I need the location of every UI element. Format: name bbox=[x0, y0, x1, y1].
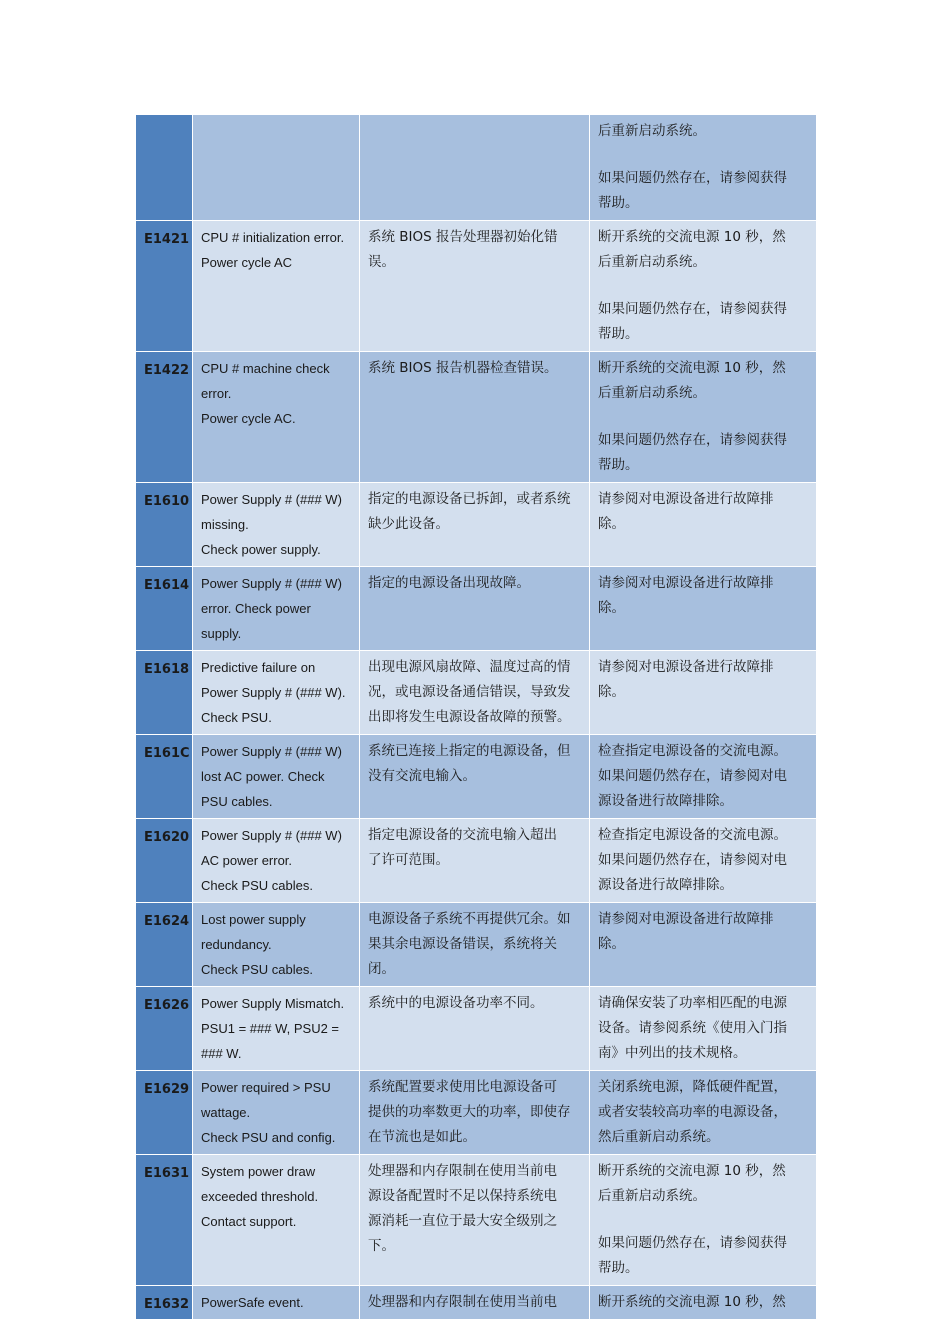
table-row bbox=[136, 221, 817, 352]
action-cell bbox=[590, 651, 817, 735]
message-line: AC power error. bbox=[201, 853, 293, 868]
table-row bbox=[136, 1071, 817, 1155]
description-line: 电源设备子系统不再提供冗余。如 bbox=[368, 911, 571, 927]
action-line bbox=[598, 406, 808, 428]
action-line: 如果问题仍然存在，请参阅对电 bbox=[598, 852, 787, 868]
description-cell bbox=[360, 221, 590, 352]
description-line: 没有交流电输入。 bbox=[368, 768, 476, 784]
action-line: 检查指定电源设备的交流电源。 bbox=[598, 743, 787, 759]
action-line: 南》中列出的技术规格。 bbox=[598, 1045, 747, 1061]
description-cell bbox=[360, 819, 590, 903]
error-code-cell: E1422 bbox=[136, 352, 193, 483]
action-cell bbox=[590, 819, 817, 903]
message-line: Check PSU. bbox=[201, 710, 272, 725]
action-line: 关闭系统电源，降低硬件配置， bbox=[598, 1079, 787, 1095]
message-line: CPU # initialization error. bbox=[201, 230, 345, 245]
message-cell bbox=[193, 735, 360, 819]
action-line: 请参阅对电源设备进行故障排 bbox=[598, 575, 774, 591]
action-line: 后重新启动系统。 bbox=[598, 123, 706, 139]
message-cell bbox=[193, 221, 360, 352]
message-cell bbox=[193, 1155, 360, 1286]
action-cell bbox=[590, 352, 817, 483]
message-cell bbox=[193, 115, 360, 221]
description-cell bbox=[360, 115, 590, 221]
message-line: PSU1 = ### W, PSU2 = bbox=[201, 1021, 340, 1036]
message-line: lost AC power. Check bbox=[201, 769, 325, 784]
message-line: redundancy. bbox=[201, 937, 272, 952]
message-cell bbox=[193, 819, 360, 903]
message-line: Power required > PSU bbox=[201, 1080, 331, 1095]
table-row bbox=[136, 352, 817, 483]
action-line: 断开系统的交流电源 10 秒，然 bbox=[598, 229, 786, 245]
message-line: Power Supply # (### W) bbox=[201, 576, 342, 591]
error-code-table bbox=[135, 114, 817, 1320]
action-cell bbox=[590, 1071, 817, 1155]
action-line: 帮助。 bbox=[598, 195, 639, 211]
description-line: 系统 BIOS 报告处理器初始化错 bbox=[368, 229, 558, 245]
message-line: PowerSafe event. bbox=[201, 1295, 304, 1310]
message-cell bbox=[193, 903, 360, 987]
table-row bbox=[136, 483, 817, 567]
action-line: 后重新启动系统。 bbox=[598, 254, 706, 270]
action-cell bbox=[590, 483, 817, 567]
error-code-cell: E1624 bbox=[136, 903, 193, 987]
message-cell bbox=[193, 483, 360, 567]
message-line: Check PSU cables. bbox=[201, 878, 313, 893]
description-line: 指定电源设备的交流电输入超出 bbox=[368, 827, 557, 843]
description-line: 源设备配置时不足以保持系统电 bbox=[368, 1188, 557, 1204]
action-line: 帮助。 bbox=[598, 1260, 639, 1276]
message-cell bbox=[193, 987, 360, 1071]
description-line: 系统中的电源设备功率不同。 bbox=[368, 995, 544, 1011]
action-line: 如果问题仍然存在，请参阅获得 bbox=[598, 1235, 787, 1251]
action-cell bbox=[590, 903, 817, 987]
action-cell bbox=[590, 115, 817, 221]
message-cell bbox=[193, 352, 360, 483]
message-cell bbox=[193, 567, 360, 651]
message-line: Power Supply # (### W) bbox=[201, 492, 342, 507]
message-line: Power Supply Mismatch. bbox=[201, 996, 345, 1011]
action-cell bbox=[590, 567, 817, 651]
description-line: 指定的电源设备出现故障。 bbox=[368, 575, 530, 591]
action-line: 除。 bbox=[598, 684, 625, 700]
error-code-cell: E1618 bbox=[136, 651, 193, 735]
message-line: PSU cables. bbox=[201, 794, 273, 809]
description-line: 误。 bbox=[368, 254, 395, 270]
description-line: 系统已连接上指定的电源设备，但 bbox=[368, 743, 571, 759]
message-cell bbox=[193, 1286, 360, 1320]
message-line: missing. bbox=[201, 517, 249, 532]
message-cell bbox=[193, 1071, 360, 1155]
action-line: 除。 bbox=[598, 600, 625, 616]
action-line: 除。 bbox=[598, 936, 625, 952]
description-cell bbox=[360, 1286, 590, 1320]
description-line: 缺少此设备。 bbox=[368, 516, 449, 532]
message-line: supply. bbox=[201, 626, 242, 641]
error-code-cell: E1631 bbox=[136, 1155, 193, 1286]
action-line: 断开系统的交流电源 10 秒，然 bbox=[598, 1163, 786, 1179]
action-cell bbox=[590, 1286, 817, 1320]
error-code-cell: E1626 bbox=[136, 987, 193, 1071]
action-cell bbox=[590, 987, 817, 1071]
action-line: 如果问题仍然存在，请参阅获得 bbox=[598, 170, 787, 186]
description-cell bbox=[360, 567, 590, 651]
message-line: Power Supply # (### W) bbox=[201, 744, 342, 759]
table-row bbox=[136, 115, 817, 221]
description-cell bbox=[360, 903, 590, 987]
error-code-cell: E1610 bbox=[136, 483, 193, 567]
description-line: 闭。 bbox=[368, 961, 395, 977]
description-line: 下。 bbox=[368, 1238, 395, 1254]
description-line: 处理器和内存限制在使用当前电 bbox=[368, 1163, 557, 1179]
message-line: Power Supply # (### W). bbox=[201, 685, 346, 700]
error-code-cell: E1629 bbox=[136, 1071, 193, 1155]
table-row bbox=[136, 651, 817, 735]
action-line: 帮助。 bbox=[598, 326, 639, 342]
error-code-cell: E1620 bbox=[136, 819, 193, 903]
action-line: 请参阅对电源设备进行故障排 bbox=[598, 659, 774, 675]
action-line: 然后重新启动系统。 bbox=[598, 1129, 720, 1145]
description-line: 了许可范围。 bbox=[368, 852, 449, 868]
table-row bbox=[136, 1155, 817, 1286]
action-cell bbox=[590, 735, 817, 819]
error-code-cell bbox=[136, 115, 193, 221]
description-line: 指定的电源设备已拆卸，或者系统 bbox=[368, 491, 571, 507]
description-cell bbox=[360, 735, 590, 819]
action-line: 源设备进行故障排除。 bbox=[598, 877, 733, 893]
description-line: 源消耗一直位于最大安全级别之 bbox=[368, 1213, 557, 1229]
description-line: 提供的功率数更大的功率，即使存 bbox=[368, 1104, 571, 1120]
action-line: 断开系统的交流电源 10 秒，然 bbox=[598, 1294, 786, 1310]
action-line: 或者安装较高功率的电源设备， bbox=[598, 1104, 787, 1120]
description-cell bbox=[360, 352, 590, 483]
description-line: 况，或电源设备通信错误，导致发 bbox=[368, 684, 571, 700]
description-cell bbox=[360, 987, 590, 1071]
description-cell bbox=[360, 1155, 590, 1286]
action-line: 如果问题仍然存在，请参阅获得 bbox=[598, 301, 787, 317]
message-line: Power Supply # (### W) bbox=[201, 828, 342, 843]
message-cell bbox=[193, 651, 360, 735]
message-line: Lost power supply bbox=[201, 912, 306, 927]
description-line: 系统配置要求使用比电源设备可 bbox=[368, 1079, 557, 1095]
table-row bbox=[136, 1286, 817, 1320]
error-code-cell: E1632 bbox=[136, 1286, 193, 1320]
action-line: 后重新启动系统。 bbox=[598, 1188, 706, 1204]
message-line: wattage. bbox=[201, 1105, 251, 1120]
action-cell bbox=[590, 1155, 817, 1286]
error-code-cell: E161C bbox=[136, 735, 193, 819]
action-line: 除。 bbox=[598, 516, 625, 532]
action-line: 后重新启动系统。 bbox=[598, 385, 706, 401]
description-line: 出现电源风扇故障、温度过高的情 bbox=[368, 659, 571, 675]
description-line: 处理器和内存限制在使用当前电 bbox=[368, 1294, 557, 1310]
error-code-cell: E1614 bbox=[136, 567, 193, 651]
description-line: 系统 BIOS 报告机器检查错误。 bbox=[368, 360, 558, 376]
message-line: error. Check power bbox=[201, 601, 311, 616]
table-row bbox=[136, 903, 817, 987]
action-line: 断开系统的交流电源 10 秒，然 bbox=[598, 360, 786, 376]
action-line: 请参阅对电源设备进行故障排 bbox=[598, 911, 774, 927]
action-line: 源设备进行故障排除。 bbox=[598, 793, 733, 809]
action-line: 如果问题仍然存在，请参阅获得 bbox=[598, 432, 787, 448]
action-line: 设备。请参阅系统《使用入门指 bbox=[598, 1020, 787, 1036]
table-body bbox=[136, 115, 817, 1320]
action-line: 请参阅对电源设备进行故障排 bbox=[598, 491, 774, 507]
description-line: 在节流也是如此。 bbox=[368, 1129, 476, 1145]
error-code-cell: E1421 bbox=[136, 221, 193, 352]
message-line: Power cycle AC. bbox=[201, 411, 296, 426]
message-line: System power draw bbox=[201, 1164, 316, 1179]
message-line: ### W. bbox=[201, 1046, 242, 1061]
message-line: Check power supply. bbox=[201, 542, 321, 557]
message-line: Check PSU cables. bbox=[201, 962, 313, 977]
message-line: error. bbox=[201, 386, 232, 401]
description-line: 出即将发生电源设备故障的预警。 bbox=[368, 709, 571, 725]
message-line: Contact support. bbox=[201, 1214, 297, 1229]
message-line: Check PSU and config. bbox=[201, 1130, 336, 1145]
table-row bbox=[136, 735, 817, 819]
table-row bbox=[136, 987, 817, 1071]
action-cell bbox=[590, 221, 817, 352]
action-line: 帮助。 bbox=[598, 457, 639, 473]
message-line: exceeded threshold. bbox=[201, 1189, 319, 1204]
action-line: 检查指定电源设备的交流电源。 bbox=[598, 827, 787, 843]
description-cell bbox=[360, 1071, 590, 1155]
message-line: Power cycle AC bbox=[201, 255, 293, 270]
table-row bbox=[136, 567, 817, 651]
action-line: 请确保安装了功率相匹配的电源 bbox=[598, 995, 787, 1011]
message-line: CPU # machine check bbox=[201, 361, 330, 376]
action-line bbox=[598, 275, 808, 297]
action-line bbox=[598, 144, 808, 166]
action-line: 如果问题仍然存在，请参阅对电 bbox=[598, 768, 787, 784]
message-line: Predictive failure on bbox=[201, 660, 316, 675]
description-line: 果其余电源设备错误，系统将关 bbox=[368, 936, 557, 952]
description-cell bbox=[360, 483, 590, 567]
description-cell bbox=[360, 651, 590, 735]
action-line bbox=[598, 1209, 808, 1231]
table-row bbox=[136, 819, 817, 903]
